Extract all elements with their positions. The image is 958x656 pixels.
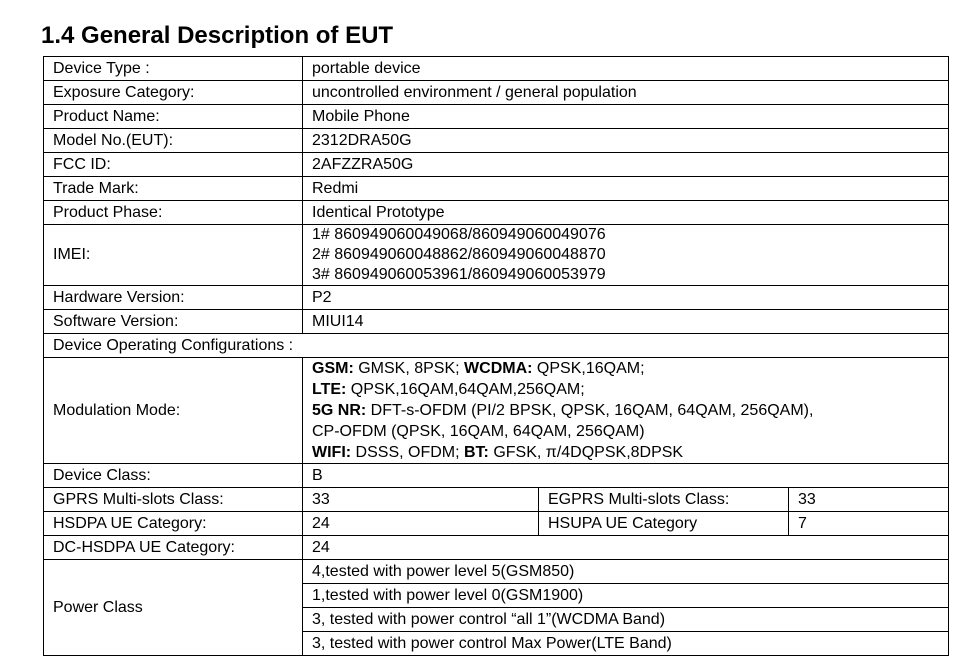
power-class-entry: 4,tested with power level 5(GSM850) (303, 560, 949, 584)
value-trade-mark: Redmi (303, 177, 949, 201)
label-product-name: Product Name: (44, 105, 303, 129)
wcdma-key: WCDMA: (464, 360, 533, 377)
row-hsdpa-category (44, 512, 949, 536)
bt-value: GFSK, π/4DQPSK,8DPSK (488, 444, 684, 461)
label-power-class: Power Class (44, 560, 303, 656)
row-power-class (44, 560, 949, 584)
row-trade-mark (44, 177, 949, 201)
label-trade-mark: Trade Mark: (44, 177, 303, 201)
row-gprs-multislot (44, 488, 949, 512)
value-exposure-category: uncontrolled environment / general population (303, 81, 949, 105)
label-dc-hsdpa-category: DC-HSDPA UE Category: (44, 536, 303, 560)
nr-key: 5G NR: (312, 402, 367, 419)
row-imei (44, 225, 949, 286)
row-device-operating-configurations (44, 334, 949, 358)
value-gprs-multislot: 33 (303, 488, 539, 512)
row-modulation-mode (44, 358, 949, 464)
power-class-entry: 3, tested with power control Max Power(LTE Band) (303, 632, 949, 656)
label-product-phase: Product Phase: (44, 201, 303, 225)
value-device-class: B (303, 464, 949, 488)
nr-value: DFT-s-OFDM (PI/2 BPSK, QPSK, 16QAM, 64QAM, 256QAM), (366, 402, 814, 419)
label-hsdpa-category: HSDPA UE Category: (44, 512, 303, 536)
value-hsdpa-category: 24 (303, 512, 539, 536)
row-product-phase (44, 201, 949, 225)
gsm-value: GMSK, 8PSK; (353, 360, 465, 377)
row-device-class (44, 464, 949, 488)
power-class-entry: 1,tested with power level 0(GSM1900) (303, 584, 949, 608)
imei-line: 3# 860949060053961/860949060053979 (312, 266, 606, 283)
imei-line: 2# 860949060048862/860949060048870 (312, 246, 606, 263)
label-egprs-multislot: EGPRS Multi-slots Class: (539, 488, 789, 512)
imei-line: 1# 860949060049068/860949060049076 (312, 226, 606, 243)
lte-value: QPSK,16QAM,64QAM,256QAM; (346, 381, 585, 398)
value-fcc-id: 2AFZZRA50G (303, 153, 949, 177)
label-device-type: Device Type : (44, 57, 303, 81)
row-fcc-id (44, 153, 949, 177)
modulation-line-5g-nr (312, 400, 939, 421)
label-hsupa-category: HSUPA UE Category (539, 512, 789, 536)
row-dc-hsdpa-category (44, 536, 949, 560)
label-device-operating-configurations: Device Operating Configurations : (44, 334, 949, 358)
value-modulation-mode (303, 358, 949, 464)
modulation-line-lte (312, 379, 939, 400)
value-product-name: Mobile Phone (303, 105, 949, 129)
modulation-line-wifi-bt (312, 442, 939, 463)
value-dc-hsdpa-category: 24 (303, 536, 949, 560)
wifi-value: DSSS, OFDM; (351, 444, 464, 461)
value-product-phase: Identical Prototype (303, 201, 949, 225)
label-device-class: Device Class: (44, 464, 303, 488)
row-model-no (44, 129, 949, 153)
modulation-line-cp-ofdm: CP-OFDM (QPSK, 16QAM, 64QAM, 256QAM) (312, 423, 645, 440)
value-hardware-version: P2 (303, 286, 949, 310)
value-imei (303, 225, 949, 286)
modulation-line-gsm-wcdma (312, 358, 939, 379)
value-egprs-multislot: 33 (789, 488, 949, 512)
row-exposure-category (44, 81, 949, 105)
label-software-version: Software Version: (44, 310, 303, 334)
row-software-version (44, 310, 949, 334)
label-imei: IMEI: (44, 225, 303, 286)
wifi-key: WIFI: (312, 444, 352, 461)
lte-key: LTE: (312, 381, 347, 398)
eut-description-table (43, 56, 949, 656)
label-hardware-version: Hardware Version: (44, 286, 303, 310)
label-exposure-category: Exposure Category: (44, 81, 303, 105)
gsm-key: GSM: (312, 360, 354, 377)
value-hsupa-category: 7 (789, 512, 949, 536)
section-heading: 1.4 General Description of EUT (41, 22, 394, 49)
label-modulation-mode: Modulation Mode: (44, 358, 303, 464)
value-model-no: 2312DRA50G (303, 129, 949, 153)
row-hardware-version (44, 286, 949, 310)
label-gprs-multislot: GPRS Multi-slots Class: (44, 488, 303, 512)
value-software-version: MIUI14 (303, 310, 949, 334)
power-class-entry: 3, tested with power control “all 1”(WCDMA Band) (303, 608, 949, 632)
label-fcc-id: FCC ID: (44, 153, 303, 177)
row-device-type (44, 57, 949, 81)
value-device-type: portable device (303, 57, 949, 81)
bt-key: BT: (464, 444, 489, 461)
row-product-name (44, 105, 949, 129)
label-model-no: Model No.(EUT): (44, 129, 303, 153)
wcdma-value: QPSK,16QAM; (532, 360, 645, 377)
